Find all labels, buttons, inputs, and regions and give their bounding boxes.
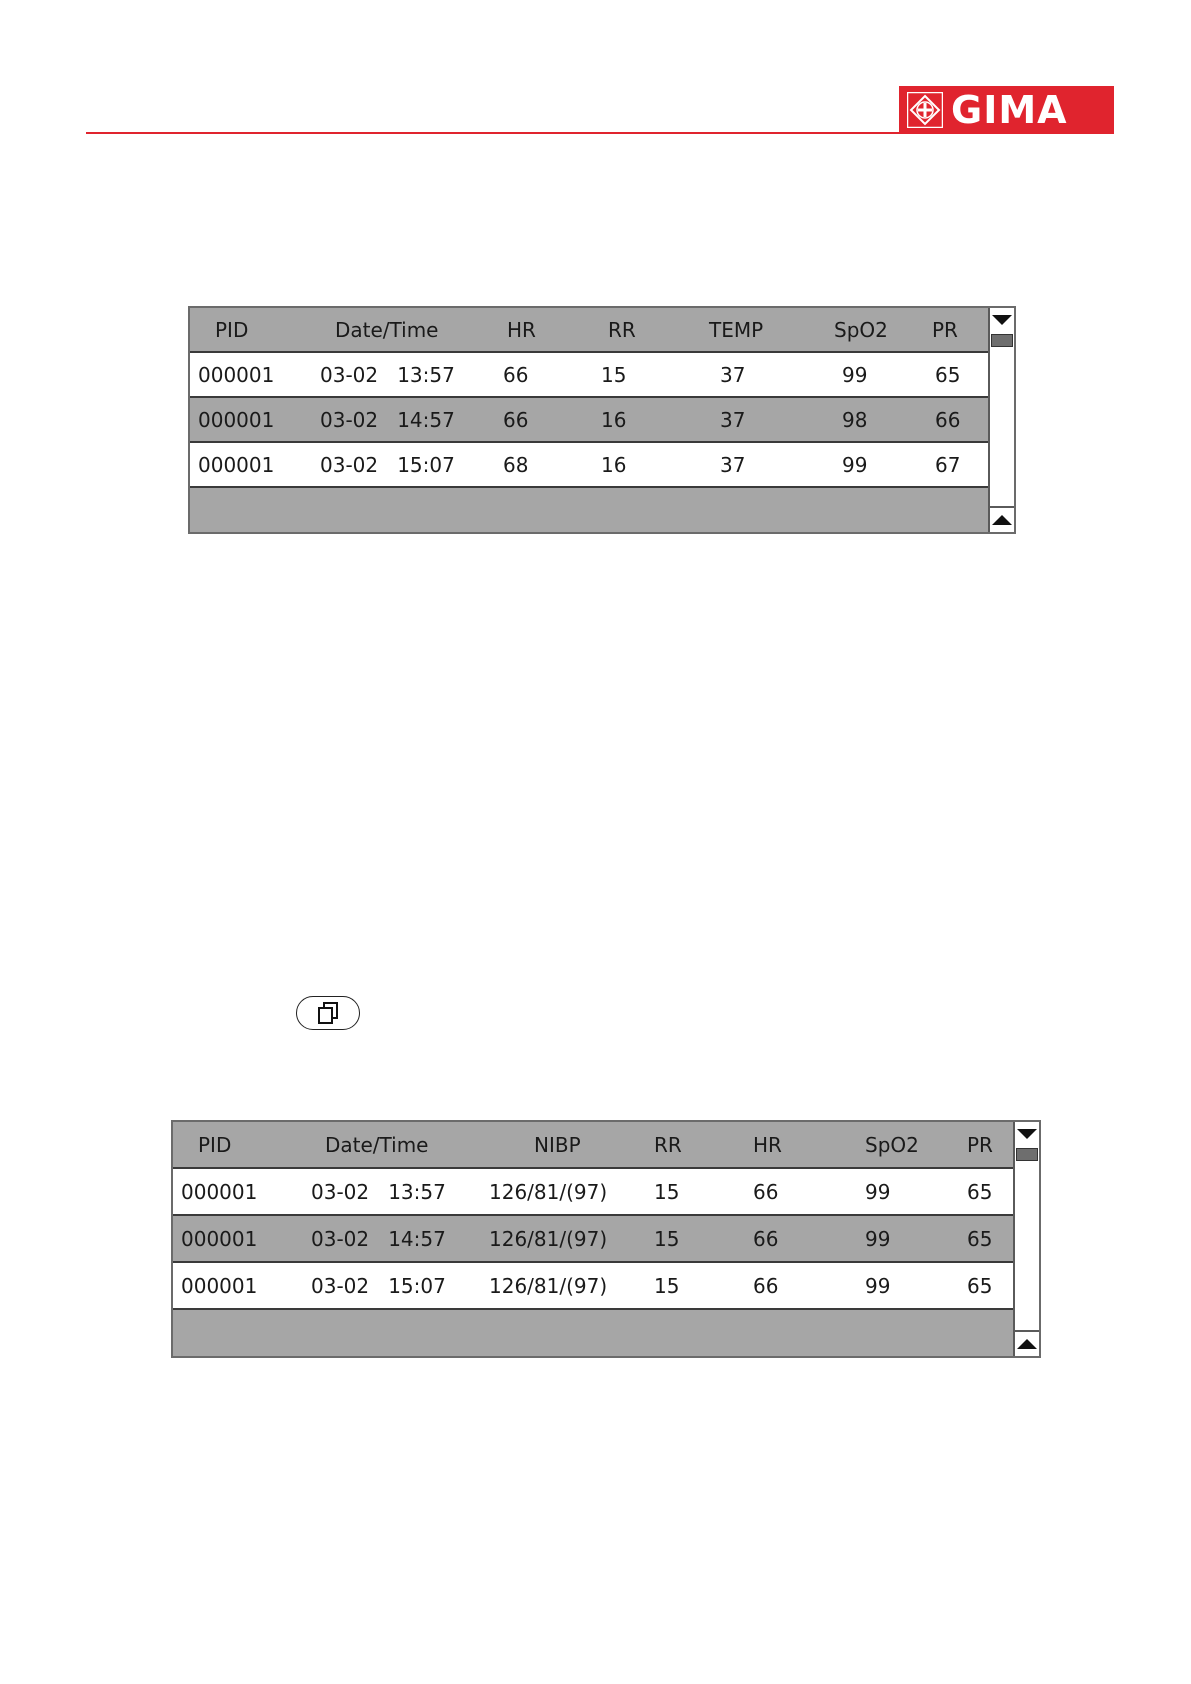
table-cell: 99 xyxy=(865,1227,891,1251)
column-header: NIBP xyxy=(534,1133,581,1157)
brand-name: GIMA xyxy=(951,88,1068,132)
table-cell: 15 xyxy=(654,1274,680,1298)
table-cell: 03-02 14:57 xyxy=(311,1227,446,1251)
column-header: RR xyxy=(654,1133,682,1157)
triangle-down-icon xyxy=(991,314,1013,326)
table-cell: 66 xyxy=(935,408,961,432)
gima-emblem-icon xyxy=(907,92,943,128)
column-header: RR xyxy=(608,318,636,342)
triangle-up-icon xyxy=(1016,1338,1038,1350)
table-cell: 68 xyxy=(503,453,529,477)
table-cell: 99 xyxy=(842,453,868,477)
scroll-thumb[interactable] xyxy=(1016,1148,1038,1161)
column-header: HR xyxy=(753,1133,782,1157)
table-cell: 15 xyxy=(654,1180,680,1204)
table-cell: 000001 xyxy=(181,1180,258,1204)
history-table-vitals xyxy=(188,306,1016,534)
table-cell: 65 xyxy=(967,1180,993,1204)
table-cell: 03-02 13:57 xyxy=(320,363,455,387)
table-cell: 65 xyxy=(967,1227,993,1251)
table-cell: 66 xyxy=(503,363,529,387)
table-cell: 99 xyxy=(842,363,868,387)
history-table-nibp xyxy=(171,1120,1041,1358)
column-header: PID xyxy=(198,1133,232,1157)
table-cell: 37 xyxy=(720,408,746,432)
table-cell: 67 xyxy=(935,453,961,477)
table-cell: 98 xyxy=(842,408,868,432)
copy-icon xyxy=(315,1000,341,1026)
column-header: PR xyxy=(932,318,958,342)
table-scrollbar[interactable] xyxy=(1013,1122,1039,1356)
table-cell: 65 xyxy=(967,1274,993,1298)
scroll-down-button[interactable] xyxy=(1015,1122,1039,1146)
gima-logo xyxy=(899,86,1114,134)
table-row[interactable] xyxy=(173,1263,1013,1310)
triangle-down-icon xyxy=(1016,1128,1038,1140)
column-header: Date/Time xyxy=(325,1133,429,1157)
table-row[interactable] xyxy=(173,1169,1013,1216)
table-cell: 000001 xyxy=(198,408,275,432)
triangle-up-icon xyxy=(991,514,1013,526)
table-scrollbar[interactable] xyxy=(988,308,1014,532)
table-cell: 16 xyxy=(601,453,627,477)
table-row[interactable] xyxy=(190,398,988,443)
table-empty-row xyxy=(173,1310,1013,1356)
table-cell: 000001 xyxy=(198,363,275,387)
scroll-up-button[interactable] xyxy=(1015,1330,1039,1356)
table-cell: 03-02 13:57 xyxy=(311,1180,446,1204)
column-header: HR xyxy=(507,318,536,342)
table-cell: 03-02 15:07 xyxy=(311,1274,446,1298)
table-cell: 000001 xyxy=(198,453,275,477)
table-row[interactable] xyxy=(173,1216,1013,1263)
table-row[interactable] xyxy=(190,353,988,398)
table-cell: 000001 xyxy=(181,1227,258,1251)
table-cell: 65 xyxy=(935,363,961,387)
scroll-thumb[interactable] xyxy=(991,334,1013,347)
column-header: SpO2 xyxy=(865,1133,919,1157)
table-empty-row xyxy=(190,488,988,532)
table-cell: 03-02 14:57 xyxy=(320,408,455,432)
column-header: PR xyxy=(967,1133,993,1157)
table-cell: 16 xyxy=(601,408,627,432)
table-cell: 15 xyxy=(601,363,627,387)
table-cell: 37 xyxy=(720,453,746,477)
column-header: TEMP xyxy=(709,318,764,342)
table-cell: 66 xyxy=(753,1180,779,1204)
scroll-up-button[interactable] xyxy=(990,506,1014,532)
column-header: PID xyxy=(215,318,249,342)
table-cell: 03-02 15:07 xyxy=(320,453,455,477)
table-cell: 000001 xyxy=(181,1274,258,1298)
table-row[interactable] xyxy=(190,443,988,488)
table-cell: 66 xyxy=(753,1227,779,1251)
table-cell: 66 xyxy=(753,1274,779,1298)
table-cell: 126/81/(97) xyxy=(489,1180,608,1204)
table-cell: 126/81/(97) xyxy=(489,1227,608,1251)
column-header: Date/Time xyxy=(335,318,439,342)
table-cell: 99 xyxy=(865,1274,891,1298)
table-header-row xyxy=(173,1122,1013,1169)
column-header: SpO2 xyxy=(834,318,888,342)
table-cell: 126/81/(97) xyxy=(489,1274,608,1298)
scroll-down-button[interactable] xyxy=(990,308,1014,332)
table-cell: 37 xyxy=(720,363,746,387)
table-cell: 66 xyxy=(503,408,529,432)
table-cell: 99 xyxy=(865,1180,891,1204)
switch-view-button[interactable] xyxy=(296,996,360,1030)
table-header-row xyxy=(190,308,988,353)
table-cell: 15 xyxy=(654,1227,680,1251)
